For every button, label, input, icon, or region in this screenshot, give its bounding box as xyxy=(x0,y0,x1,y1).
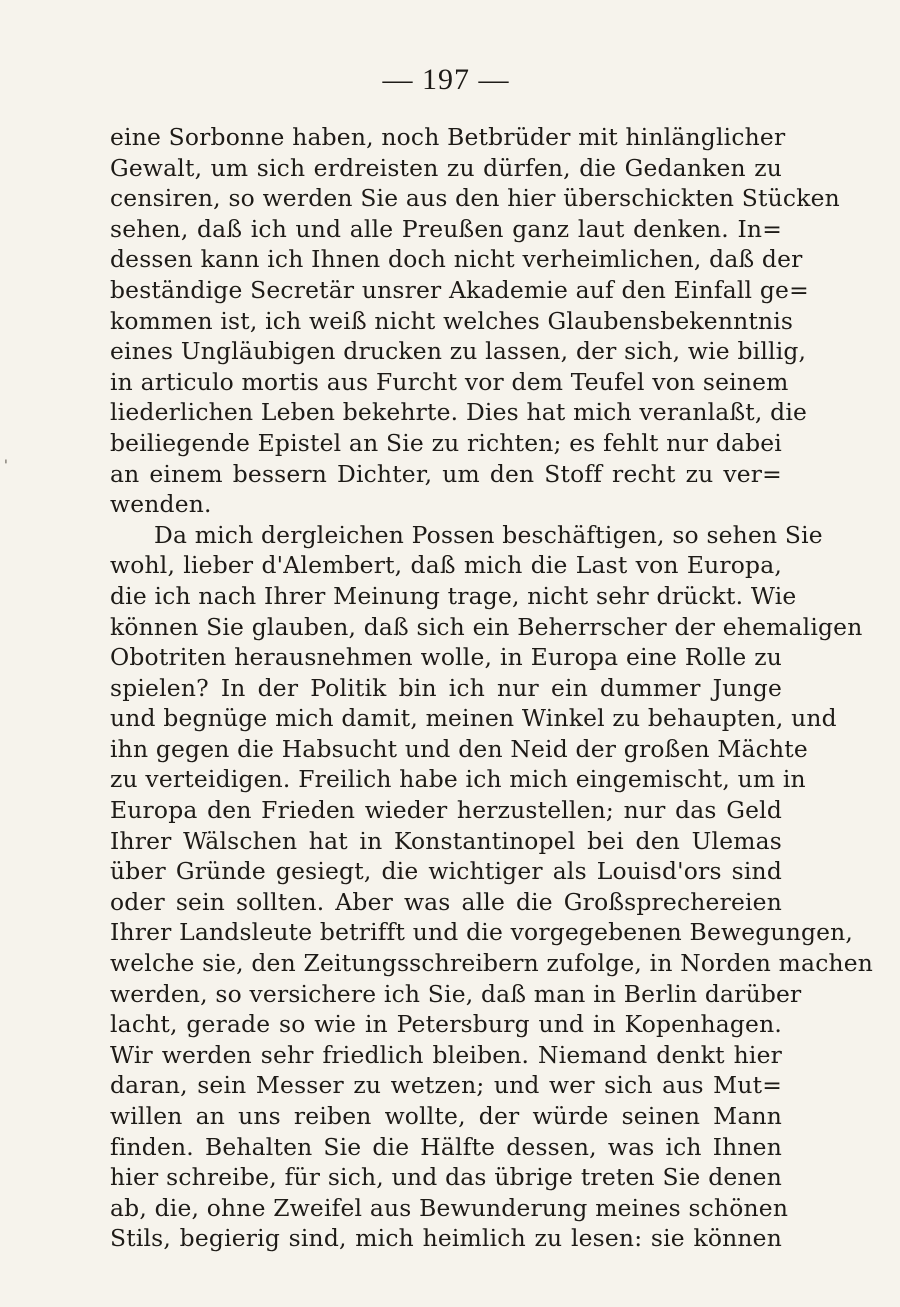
text-line: Stils, begierig sind, mich heimlich zu lesen: sie können xyxy=(110,1224,782,1253)
text-line: hier schreibe, für sich, und das übrige treten Sie denen xyxy=(110,1163,782,1192)
text-line: über Gründe gesiegt, die wichtiger als Louisd'ors sind xyxy=(110,857,782,886)
text-line: lacht, gerade so wie in Petersburg und in Kopenhagen. xyxy=(110,1010,782,1039)
text-line: kommen ist, ich weiß nicht welches Glaubensbekenntnis xyxy=(110,306,794,335)
text-line: Gewalt, um sich erdreisten zu dürfen, die Gedanken zu xyxy=(110,153,782,182)
text-line: finden. Behalten Sie die Hälfte dessen, was ich Ihnen xyxy=(110,1132,782,1161)
text-line: wenden. xyxy=(110,490,212,519)
text-line: Ihrer Landsleute betrifft und die vorgegebenen Bewegungen, xyxy=(110,918,854,947)
text-line: wohl, lieber d'Alembert, daß mich die Last von Europa, xyxy=(110,551,782,580)
text-line: sehen, daß ich und alle Preußen ganz laut denken. In= xyxy=(110,214,782,243)
text-line: ab, die, ohne Zweifel aus Bewunderung meines schönen xyxy=(110,1193,789,1222)
text-line: dessen kann ich Ihnen doch nicht verheimlichen, daß der xyxy=(110,245,803,274)
text-line: die ich nach Ihrer Meinung trage, nicht sehr drückt. Wie xyxy=(110,581,797,610)
text-line: censiren, so werden Sie aus den hier überschickten Stücken xyxy=(110,184,840,213)
text-line: beständige Secretär unsrer Akademie auf den Einfall ge= xyxy=(110,275,809,304)
text-line: Da mich dergleichen Possen beschäftigen, so sehen Sie xyxy=(154,520,823,549)
text-line: können Sie glauben, daß sich ein Beherrscher der ehemaligen xyxy=(110,612,863,641)
text-line: Europa den Frieden wieder herzustellen; nur das Geld xyxy=(110,796,782,825)
text-line: Obotriten herausnehmen wolle, in Europa eine Rolle zu xyxy=(110,643,782,672)
text-line: ihn gegen die Habsucht und den Neid der großen Mächte xyxy=(110,734,808,763)
body-text xyxy=(110,122,874,1254)
text-line: zu verteidigen. Freilich habe ich mich eingemischt, um in xyxy=(110,765,806,794)
margin-mark: ' xyxy=(4,458,8,474)
text-line: oder sein sollten. Aber was alle die Großsprechereien xyxy=(110,887,782,916)
text-line: beiliegende Epistel an Sie zu richten; es fehlt nur dabei xyxy=(110,428,782,457)
text-line: daran, sein Messer zu wetzen; und wer sich aus Mut= xyxy=(110,1071,782,1100)
text-line: willen an uns reiben wollte, der würde seinen Mann xyxy=(110,1102,782,1130)
text-line: spielen? In der Politik bin ich nur ein dummer Junge xyxy=(110,673,782,702)
text-line: welche sie, den Zeitungsschreibern zufolge, in Norden machen xyxy=(110,949,874,978)
text-line: eine Sorbonne haben, noch Betbrüder mit hinlänglicher xyxy=(110,123,786,151)
text-line: liederlichen Leben bekehrte. Dies hat mich veranlaßt, die xyxy=(110,398,808,427)
text-line: Wir werden sehr friedlich bleiben. Niemand denkt hier xyxy=(110,1040,782,1069)
page-number: — 197 — xyxy=(382,63,510,96)
text-line: werden, so versichere ich Sie, daß man in Berlin darüber xyxy=(110,979,802,1008)
text-line: eines Ungläubigen drucken zu lassen, der sich, wie billig, xyxy=(110,337,807,366)
text-line: in articulo mortis aus Furcht vor dem Teufel von seinem xyxy=(110,367,789,396)
text-line: Ihrer Wälschen hat in Konstantinopel bei den Ulemas xyxy=(110,826,782,855)
text-line: an einem bessern Dichter, um den Stoff recht zu ver= xyxy=(110,459,782,488)
text-line: und begnüge mich damit, meinen Winkel zu behaupten, und xyxy=(110,704,837,733)
